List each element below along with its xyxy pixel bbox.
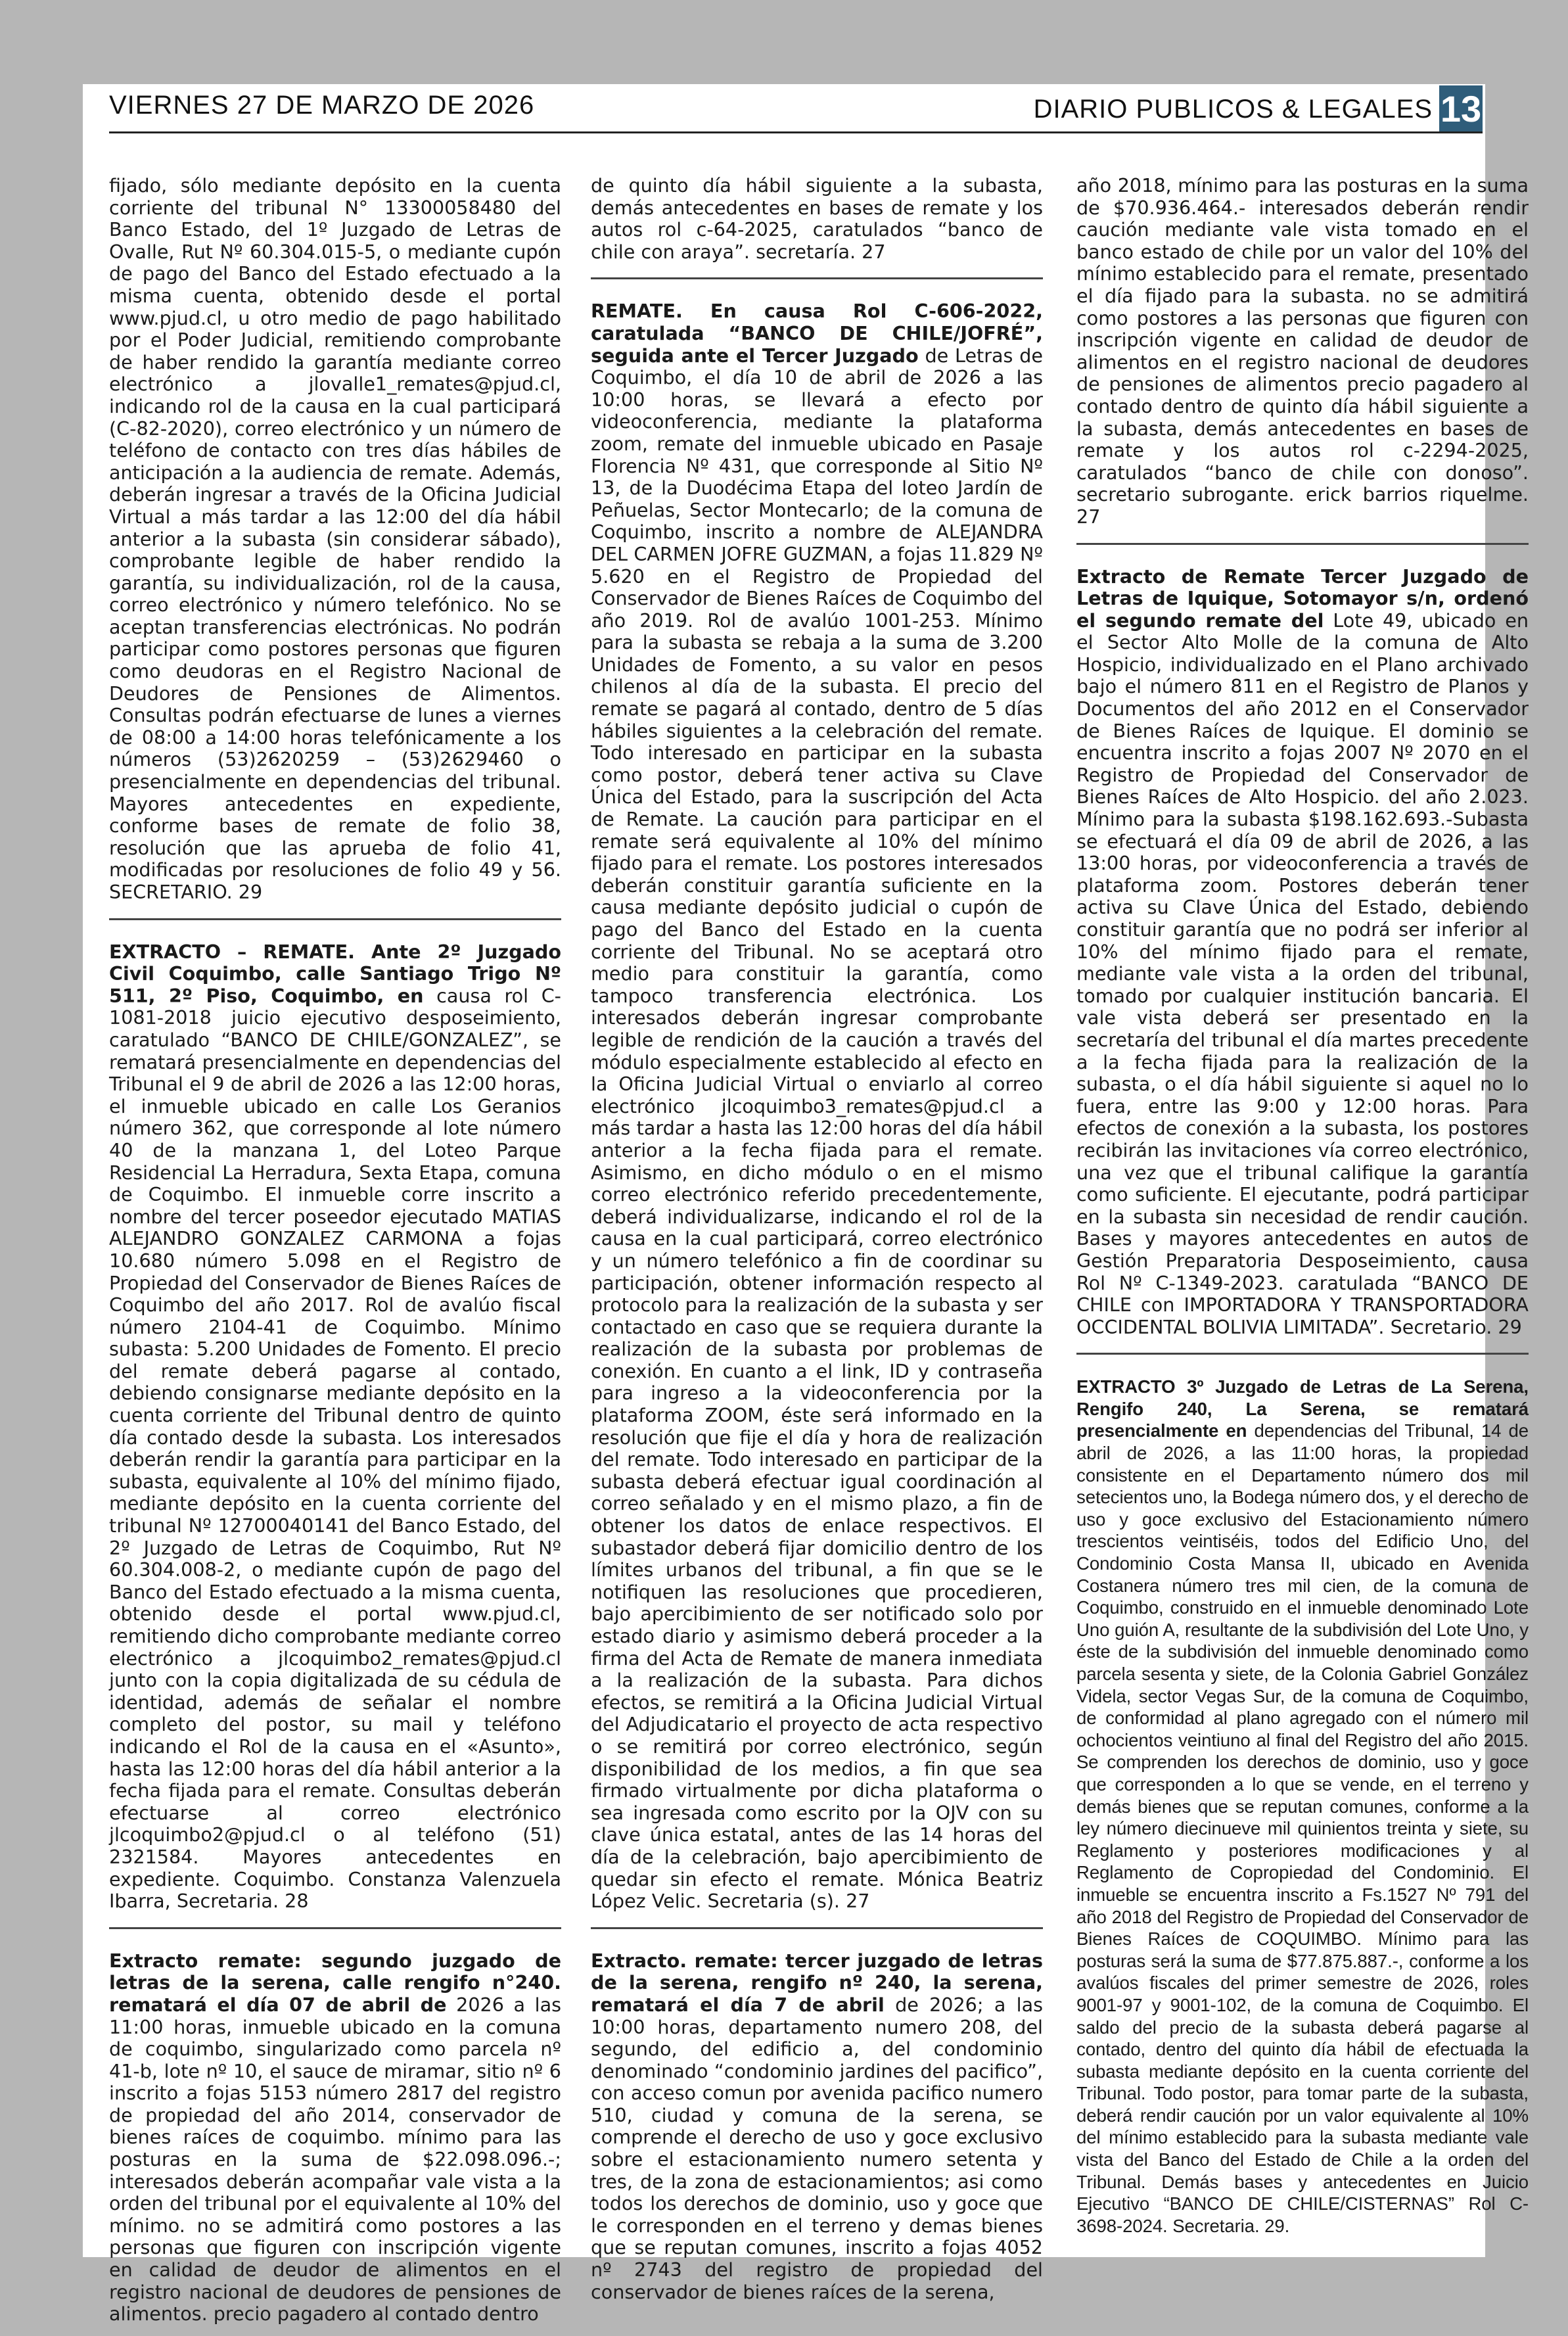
notice-body: de Letras de Coquimbo, el día 10 de abril de 2026 a las 10:00 horas, se llevará a efecto por videoconferencia, mediante la plataforma zoom, remate del inmueble ubicado en Pasaje Florencia Nº 431, que corresponde al Sitio Nº 13, de la Duodécima Etapa del loteo Jardín de Peñuelas, Sector Montecarlo; de la comuna de Coquimbo, inscrito a nombre de ALEJANDRA DEL CARMEN JOFRE GUZMAN, a fojas 11.829 Nº 5.620 en el Registro de Propiedad del Conservador de Bienes Raíces de Coquimbo del año 2019. Rol de avalúo 1001-253. Mínimo para la subasta se rebaja a la suma de 3.200 Unidades de Fomento, a su valor en pesos chilenos al día de la subasta. El precio del remate se pagará al contado, dentro de 5 días hábiles siguientes a la celebración del remate. Todo interesado en participar en la subasta como postor, deberá tener activa su Clave Única del Estado, para la suscripción del Acta de Remate. La caución para participar en el remate será equivalente al 10% del mínimo fijado para el remate. Los postores interesados deberán constituir garantía suficiente en la causa mediante depósito judicial o cupón de pago del Banco del Estado en la cuenta corriente del Tribunal. No se aceptará otro medio para constituir la garantía, como tampoco transferencia electrónica. Los interesados deberán ingresar comprobante legible de rendición de la caución a través del módulo especialmente establecido al efecto en la Oficina Judicial Virtual o enviarlo al correo electrónico jlcoquimbo3_remates@pjud.cl a más tardar a hasta las 12:00 horas del día hábil anterior a la fecha fijada para el remate. Asimismo, en dicho módulo o en el mismo correo electrónico referido precedentemente, deberá individualizarse, indicando el rol de la causa en la cual participará, correo electrónico y un número telefónico a fin de coordinar su participación, obtener información respecto al protocolo para la realización de la subasta y ser contactado en caso que se requiera durante la realización de la subasta por problemas de conexión. En cuanto a el link, ID y contraseña para ingreso a la videoconferencia por la plataforma ZOOM, éste será informado en la resolución que fije el día y hora de realización del remate. Todo interesado en participar de la subasta deberá efectuar igual coordinación al correo señalado y en el mismo plazo, a fin de obtener los datos de enlace respectivos. El subastador deberá fijar domicilio dentro de los límites urbanos del tribunal, a fin que se le notifiquen las resoluciones que procedieren, bajo apercibimiento de ser notificado solo por estado diario y asimismo deberá proceder a la firma del Acta de Remate de manera inmediata a la realización de la subasta. Para dichos efectos, se remitirá a la Oficina Judicial Virtual del Adjudicatario el proyecto de acta respectivo o se remitirá por correo electrónico, según disponibilidad de los medios, a fin que sea firmado virtualmente por dicha plataforma o sea ingresada como escrito por la OJV con su clave única estatal, antes de las 14 horas del día de la celebración, bajo apercibimiento de quedar sin efecto el remate. Mónica Beatriz López Velic. Secretaria (s). 27 xyxy=(591,344,1043,1913)
legal-notice xyxy=(109,175,561,914)
page-header xyxy=(109,85,1483,133)
notice-body: de quinto día hábil siguiente a la subasta, demás antecedentes en bases de remate y los autos rol c-64-2025, caratulados “banco de chile con araya”. secretaría. 27 xyxy=(591,174,1043,263)
notice-body: de 2026; a las 10:00 horas, departamento numero 208, del segundo, del edificio a, del condominio denominado “condominio jardines del pacifico”, con acceso comun por avenida pacifico numero 510, ciudad y comuna de la serena, se comprende el derecho de uso y goce exclusivo sobre el estacionamiento numero setenta y tres, de la zona de estacionamientos; asi como todos los derechos de dominio, uso y goce que le corresponden en el terreno y demas bienes que se reputan comunes, inscrito a fojas 4052 nº 2743 del registro de propiedad del conservador de bienes raíces de la serena, xyxy=(591,1993,1043,2303)
legal-notice xyxy=(591,300,1043,1923)
header-rule xyxy=(109,131,1483,133)
notice-body: Lote 49, ubicado en el Sector Alto Molle de la comuna de Alto Hospicio, individualizado en el Plano archivado bajo el número 811 en el Registro de Planos y Documentos del año 2012 en el Conservador de Bienes Raíces de Iquique. El dominio se encuentra inscrito a fojas 2007 Nº 2070 en el Registro de Propiedad del Conservador de Bienes Raíces de Alto Hospicio. del año 2.023. Mínimo para la subasta $198.162.693.-Subasta se efectuará el día 09 de abril de 2026, a las 13:00 horas, por videoconferencia a través de plataforma zoom. Postores deberán tener activa su Clave Única del Estado, debiendo constituir garantía que no podrá ser inferior al 10% del mínimo fijado para el remate, mediante vale vista a la orden del tribunal, tomado por cualquier institución bancaria. El vale vista deberá ser presentado en la secretaría del tribunal el día martes precedente a la fecha fijada para la realización de la subasta, o el día hábil siguiente si aquel no lo fuera, entre las 9:00 y 12:00 horas. Para efectos de conexión a la subasta, los postores recibirán las invitaciones vía correo electrónico, una vez que el tribunal califique la garantía como suficiente. El ejecutante, podrá participar en la subasta sin necesidad de rendir caución. Bases y mayores antecedentes en autos de Gestión Preparatoria Desposeimiento, causa Rol Nº C-1349-2023. caratulada “BANCO DE CHILE con IMPORTADORA Y TRANSPORTADORA OCCIDENTAL BOLIVIA LIMITADA”. Secretario. 29 xyxy=(1076,609,1529,1338)
legal-notice xyxy=(1076,566,1529,1349)
issue-date: VIERNES 27 DE MARZO DE 2026 xyxy=(109,91,535,120)
notice-lead: Extracto de Remate Tercer Juzgado de Letras de Iquique, Sotomayor s/n, ordenó el segundo remate del xyxy=(1076,565,1529,632)
notice-body: dependencias del Tribunal, 14 de abril de 2026, a las 11:00 horas, la propiedad consistente en el Departamento número dos mil setecientos uno, la Bodega número dos, y el derecho de uso y goce exclusivo del Estacionamiento número trescientos veintiséis, todos del Edificio Uno, del Condominio Costa Mansa II, ubicado en Avenida Costanera número tres mil cien, de la comuna de Coquimbo, construido en el inmueble denominado Lote Uno guión A, resultante de la subdivisión del Lote Uno, y éste de la subdivisión del inmueble denominado como parcela sesenta y siete, de la Colonia Gabriel González Videla, sector Vegas Sur, de la comuna de Coquimbo, de conformidad al plano agregado con el número mil ochocientos veintiuno al final del Registro del año 2015. Se comprenden los derechos de dominio, uso y goce que corresponden a lo que se vende, en el terreno y demás bienes que se reputan comunes, conforme a la ley número diecinueve mil quinientos treinta y siete, su Reglamento y posteriores modificaciones y al Reglamento de Copropiedad del Condominio. El inmueble se encuentra inscrito a Fs.1527 Nº 791 del año 2018 del Registro de Propiedad del Conservador de Bienes Raíces de COQUIMBO. Mínimo para las posturas será la suma de $77.875.887.-, conforme a los avalúos fiscales del primer semestre de 2026, roles 9001-97 y 9001-102, de la comuna de Coquimbo. El saldo del precio de la subasta deberá pagarse al contado, dentro del quinto día hábil de efectuada la subasta mediante depósito en la cuenta corriente del Tribunal. Todo postor, para tomar parte de la subasta, deberá rendir caución por un valor equivalente al 10% del mínimo establecido para la subasta mediante vale vista del Banco del Estado de Chile a la orden del Tribunal. Demás bases y antecedentes en Juicio Ejecutivo “BANCO DE CHILE/CISTERNAS” Rol C-3698-2024. Secretaria. 29. xyxy=(1076,1420,1529,2236)
column-1 xyxy=(109,175,561,2336)
publication-name: DIARIO PUBLICOS & LEGALES xyxy=(1033,95,1433,124)
notice-lead: EXTRACTO – REMATE. Ante 2º Juzgado Civil Coquimbo, calle Santiago Trigo Nº 511, 2º Piso, Coquimbo, en xyxy=(109,940,561,1007)
notice-separator xyxy=(591,1927,1043,1929)
notice-body: causa rol C-1081-2018 juicio ejecutivo desposeimiento, caratulado “BANCO DE CHILE/GONZALEZ”, se rematará presencialmente en dependencias del Tribunal el 9 de abril de 2026 a las 12:00 horas, el inmueble ubicado en calle Los Geranios número 362, que corresponde al lote número 40 de la manzana 1, del Loteo Parque Residencial La Herradura, Sexta Etapa, comuna de Coquimbo. El inmueble corre inscrito a nombre del tercer poseedor ejecutado MATIAS ALEJANDRO GONZALEZ CARMONA a fojas 10.680 número 5.098 en el Registro de Propiedad del Conservador de Bienes Raíces de Coquimbo del año 2017. Rol de avalúo fiscal número 2104-41 de Coquimbo. Mínimo subasta: 5.200 Unidades de Fomento. El precio del remate deberá pagarse al contado, debiendo consignarse mediante depósito en la cuenta corriente del Tribunal dentro de quinto día contado desde la subasta. Los interesados deberán rendir la garantía para participar en la subasta, equivalente al 10% del mínimo fijado, mediante depósito en la cuenta corriente del tribunal Nº 12700040141 del Banco Estado, del 2º Juzgado de Letras de Coquimbo, Rut Nº 60.304.008-2, o mediante cupón de pago del Banco del Estado efectuado a la misma cuenta, obtenido desde el portal www.pjud.cl, remitiendo dicho comprobante mediante correo electrónico a jlcoquimbo2_remates@pjud.cl junto con la copia digitalizada de su cédula de identidad, además de señalar el nombre completo del postor, su mail y teléfono indicando el Rol de la causa en el «Asunto», hasta las 12:00 horas del día hábil anterior a la fecha fijada para el remate. Consultas deberán efectuarse al correo electrónico jlcoquimbo2@pjud.cl o al teléfono (51) 2321584. Mayores antecedentes en expediente. Coquimbo. Constanza Valenzuela Ibarra, Secretaria. 28 xyxy=(109,984,561,1913)
notice-separator xyxy=(1076,543,1529,545)
legal-notice xyxy=(1076,175,1529,539)
notice-body: 2026 a las 11:00 horas, inmueble ubicado en la comuna de coquimbo, singularizado como parcela nº 41-b, lote nº 10, el sauce de miramar, sitio nº 6 inscrito a fojas 5153 número 2817 del registro de propiedad del año 2014, conservador de bienes raíces de coquimbo. mínimo para las posturas en la suma de $22.098.096.-; interesados deberán acompañar vale vista a la orden del tribunal por el equivalente al 10% del mínimo. no se admitirá como postores a las personas que figuren con inscripción vigente en calidad de deudor de alimentos en el registro nacional de deudores de pensiones de alimentos. precio pagadero al contado dentro xyxy=(109,1993,561,2325)
legal-notice xyxy=(109,941,561,1923)
column-3 xyxy=(1076,175,1529,2247)
notice-separator xyxy=(109,1927,561,1929)
notice-lead: Extracto. remate: tercer juzgado de letras de la serena, rengifo nº 240, la serena, rematará el día 7 de abril xyxy=(591,1949,1043,2016)
notice-body: año 2018, mínimo para las posturas en la suma de $70.936.464.- interesados deberán rendir caución mediante vale vista tomado en el banco estado de chile por un valor del 10% del mínimo establecido para el remate, presentado el día fijado para la subasta. no se admitirá como postores a las personas que figuren con inscripción vigente en calidad de deudor de alimentos en el registro nacional de deudores de pensiones de alimentos precio pagadero al contado dentro de quinto día hábil siguiente a la subasta, demás antecedentes en bases de remate y los autos rol c-2294-2025, caratulados “banco de chile con donoso”. secretario subrogante. erick barrios riquelme. 27 xyxy=(1076,174,1529,528)
notice-separator xyxy=(1076,1353,1529,1355)
notice-separator xyxy=(591,277,1043,279)
notice-lead: EXTRACTO 3º Juzgado de Letras de La Serena, Rengifo 240, La Serena, se rematará presencialmente en xyxy=(1076,1376,1529,1441)
page-number: 13 xyxy=(1439,85,1483,133)
notice-separator xyxy=(109,918,561,920)
legal-notice xyxy=(591,175,1043,273)
column-2 xyxy=(591,175,1043,2314)
notice-body: fijado, sólo mediante depósito en la cuenta corriente del tribunal N° 13300058480 del Banco Estado, del 1º Juzgado de Letras de Ovalle, Rut Nº 60.304.015-5, o mediante cupón de pago del Banco del Estado efectuado a la misma cuenta, obtenido desde el portal www.pjud.cl, u otro medio de pago habilitado por el Poder Judicial, remitiendo comprobante de haber rendido la garantía mediante correo electrónico a jlovalle1_remates@pjud.cl, indicando rol de la causa en la cual participará (C-82-2020), correo electrónico y un número de teléfono de contacto con tres días hábiles de anticipación a la audiencia de remate. Además, deberán ingresar a través de la Oficina Judicial Virtual a más tardar a las 12:00 del día hábil anterior a la subasta (sin considerar sábado), comprobante legible de haber rendido la garantía, su individualización, rol de la causa, correo electrónico y número telefónico. No se aceptan transferencias electrónicas. No podrán participar como postores personas que figuren como deudoras en el Registro Nacional de Deudores de Pensiones de Alimentos. Consultas podrán efectuarse de lunes a viernes de 08:00 a 14:00 horas telefónicamente a los números (53)2620259 – (53)2629460 o presencialmente en dependencias del tribunal. Mayores antecedentes en expediente, conforme bases de remate de folio 38, resolución que las aprueba de folio 41, modificadas por resoluciones de folio 49 y 56. SECRETARIO. 29 xyxy=(109,174,561,903)
legal-notice xyxy=(109,1950,561,2336)
legal-notice xyxy=(1076,1376,1529,2247)
notice-lead: REMATE. En causa Rol C-606-2022, caratulada “BANCO DE CHILE/JOFRÉ”, seguida ante el Tercer Juzgado xyxy=(591,300,1043,367)
notice-lead: Extracto remate: segundo juzgado de letras de la serena, calle rengifo n°240. rematará el día 07 de abril de xyxy=(109,1949,561,2016)
legal-notice xyxy=(591,1950,1043,2314)
